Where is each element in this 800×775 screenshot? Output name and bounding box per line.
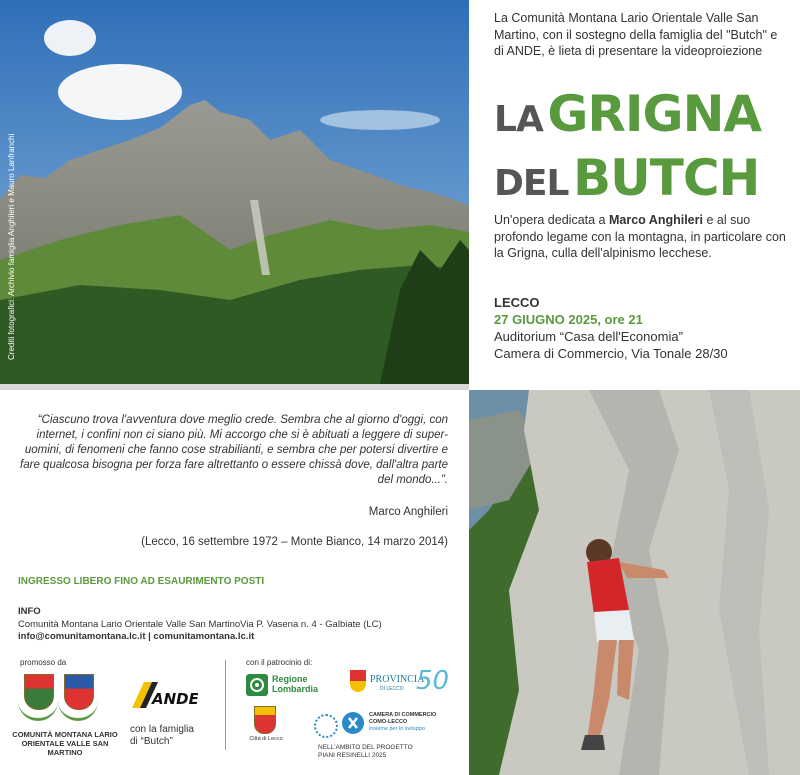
author-dates: (Lecco, 16 settembre 1972 – Monte Bianco, 14 marzo 2014)	[141, 536, 448, 548]
quote: “Ciascuno trova l'avventura dove meglio crede. Sembra che al giorno d'oggi, con internet, i confini non ci siano più. Mi accorgo che si è abituati a leggere di super-uomini, di fenomeni che fanno cose strabilianti, e sembra che per potersi divertire e fare qualcosa bisogna per forza fare altrettanto o essere chissà dove, dall'altra parte del mondo...”.	[20, 414, 448, 486]
event-details	[494, 294, 794, 362]
crest-icon	[254, 706, 276, 734]
climber-photo	[469, 390, 800, 775]
intro-text: La Comunità Montana Lario Orientale Valle San Martino, con il sostegno della famiglia del "Butch" e di ANDE, è lieta di presentare la videoproiezione	[494, 11, 778, 58]
description: Un'opera dedicata a Marco Anghileri e al suo profondo legame con la montagna, in particolare con la Grigna, culla dell'alpinismo lecchese.	[494, 213, 786, 260]
gear-icon	[314, 714, 338, 738]
regione-lombardia-logo: Regione Lombardia	[246, 672, 336, 698]
shield-icon	[350, 670, 366, 692]
title-grigna: GRIGNA	[547, 85, 762, 143]
logo-divider	[225, 660, 226, 750]
info-contacts[interactable]: info@comunitamontana.lc.it | comunitamontana.lc.it	[18, 631, 255, 642]
promoted-by-label: promosso da	[20, 658, 67, 667]
dedicated-name: Marco Anghileri	[608, 213, 703, 227]
title-la: LA	[494, 99, 543, 140]
ande-logo	[128, 678, 198, 718]
title-butch: BUTCH	[573, 149, 760, 207]
patronage-label: con il patrocinio di:	[246, 658, 313, 667]
title-del: DEL	[494, 163, 569, 204]
progetto-label: NELL'AMBITO DEL PROGETTO PIANI RESINELLI 2025	[318, 744, 413, 759]
mountain-photo	[0, 0, 469, 384]
rose-icon	[246, 674, 268, 696]
crest-icon	[58, 674, 98, 724]
crest-icon	[18, 674, 58, 724]
photo-credit: Crediti fotografici: Archivio famiglia Anghileri e Mauro Lanfranchi	[7, 133, 16, 360]
event-city: LECCO	[494, 295, 540, 310]
info-address: Comunità Montana Lario Orientale Valle San MartinoVia P. Vasena n. 4 - Galbiate (LC)	[18, 618, 382, 630]
separator	[0, 384, 469, 390]
camera-commercio-logo: CAMERA DI COMMERCIO COMO-LECCO insieme per lo sviluppo	[314, 710, 454, 738]
comunita-montana-label: COMUNITÀ MONTANA LARIO ORIENTALE VALLE SAN MARTINO	[12, 730, 118, 757]
info-block	[18, 606, 458, 644]
info-label: INFO	[18, 606, 41, 617]
quote-author: Marco Anghileri	[368, 506, 448, 518]
free-entry-notice: INGRESSO LIBERO FINO AD ESAURIMENTO POSTI	[18, 576, 265, 587]
x-mark-icon	[342, 712, 364, 734]
event-address: Camera di Commercio, Via Tonale 28/30	[494, 346, 728, 361]
event-venue: Auditorium “Casa dell'Economia”	[494, 329, 683, 344]
ande-family-text: con la famiglia di “Butch”	[130, 724, 194, 747]
event-date: 27 GIUGNO 2025, ore 21	[494, 312, 643, 327]
citta-lecco-logo: Città di Lecco	[250, 706, 280, 746]
provincia-lecco-logo: PROVINCIA DI LECCO 50	[350, 668, 450, 698]
event-title	[494, 85, 794, 216]
svg-text:ANDE: ANDE	[152, 690, 198, 708]
